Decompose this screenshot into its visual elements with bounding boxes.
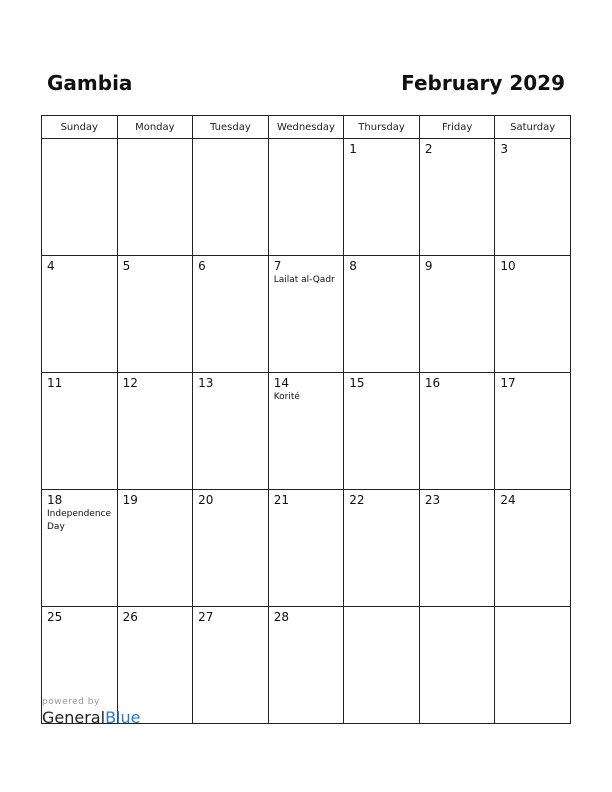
day-number: 27 bbox=[198, 610, 214, 624]
day-cell bbox=[268, 373, 344, 490]
day-number: 26 bbox=[122, 610, 138, 624]
powered-by-label: powered by bbox=[42, 697, 100, 707]
day-number: 6 bbox=[198, 259, 206, 273]
day-cell bbox=[117, 256, 193, 373]
week-row-2 bbox=[42, 256, 571, 373]
day-cell bbox=[268, 490, 344, 607]
day-number: 13 bbox=[198, 376, 214, 390]
day-number: 10 bbox=[500, 259, 516, 273]
day-number: 23 bbox=[424, 493, 441, 507]
day-number: 11 bbox=[47, 376, 63, 390]
day-cell bbox=[344, 139, 420, 256]
day-cell bbox=[344, 490, 420, 607]
holiday-korite: Korité bbox=[273, 392, 300, 402]
day-cell bbox=[193, 373, 269, 490]
weekday-tuesday: Tuesday bbox=[193, 116, 269, 139]
day-number: 5 bbox=[122, 259, 131, 273]
month-title: February 2029 bbox=[401, 71, 565, 95]
day-number: 19 bbox=[122, 493, 138, 507]
day-number: 3 bbox=[500, 142, 509, 156]
country-title: Gambia bbox=[47, 71, 133, 95]
day-cell bbox=[419, 139, 495, 256]
weekday-sunday: Sunday bbox=[42, 116, 118, 139]
day-cell bbox=[42, 373, 118, 490]
weekday-friday: Friday bbox=[419, 116, 495, 139]
day-number: 24 bbox=[500, 493, 516, 507]
logo-general: General bbox=[42, 708, 106, 727]
day-cell bbox=[344, 373, 420, 490]
day-number: 28 bbox=[273, 610, 289, 624]
day-cell bbox=[117, 139, 193, 256]
day-cell bbox=[495, 373, 571, 490]
day-number: 4 bbox=[47, 259, 55, 273]
day-cell bbox=[268, 607, 344, 724]
day-cell bbox=[193, 139, 269, 256]
week-row-4 bbox=[42, 490, 571, 607]
day-cell bbox=[419, 373, 495, 490]
day-number: 16 bbox=[424, 376, 441, 390]
day-number: 7 bbox=[273, 259, 282, 273]
day-cell bbox=[344, 607, 420, 724]
day-number: 9 bbox=[424, 259, 433, 273]
day-cell bbox=[419, 607, 495, 724]
day-number: 21 bbox=[273, 493, 289, 507]
day-cell bbox=[193, 256, 269, 373]
day-cell bbox=[495, 139, 571, 256]
day-cell bbox=[42, 256, 118, 373]
week-row-1 bbox=[42, 139, 571, 256]
weekday-thursday: Thursday bbox=[344, 116, 420, 139]
day-number: 12 bbox=[122, 376, 138, 390]
weekday-wednesday: Wednesday bbox=[268, 116, 344, 139]
day-number: 18 bbox=[47, 493, 63, 507]
generalblue-logo bbox=[42, 708, 140, 728]
generalblue-branding bbox=[42, 697, 140, 728]
holiday-lailat-al-qadr: Lailat al-Qadr bbox=[273, 275, 335, 285]
logo-blue: Blue bbox=[105, 708, 141, 727]
day-cell bbox=[419, 256, 495, 373]
weekday-header-row bbox=[42, 116, 571, 139]
day-cell bbox=[42, 139, 118, 256]
day-cell bbox=[344, 256, 420, 373]
day-cell bbox=[419, 490, 495, 607]
day-cell bbox=[117, 490, 193, 607]
week-row-3 bbox=[42, 373, 571, 490]
day-cell bbox=[193, 607, 269, 724]
day-cell bbox=[42, 490, 118, 607]
day-number: 8 bbox=[349, 259, 357, 273]
day-cell bbox=[495, 607, 571, 724]
day-number: 1 bbox=[349, 142, 357, 156]
holiday-independence-day: Independence Day bbox=[47, 509, 112, 532]
day-number: 17 bbox=[500, 376, 516, 390]
day-number: 22 bbox=[349, 493, 365, 507]
weekday-saturday: Saturday bbox=[495, 116, 571, 139]
day-number: 25 bbox=[47, 610, 63, 624]
day-number: 14 bbox=[273, 376, 289, 390]
day-cell bbox=[117, 373, 193, 490]
day-number: 15 bbox=[349, 376, 365, 390]
day-number: 2 bbox=[424, 142, 433, 156]
day-cell bbox=[495, 256, 571, 373]
day-cell bbox=[495, 490, 571, 607]
day-cell bbox=[268, 256, 344, 373]
weekday-monday: Monday bbox=[117, 116, 193, 139]
day-cell bbox=[193, 490, 269, 607]
calendar-grid bbox=[41, 115, 571, 724]
day-number: 20 bbox=[198, 493, 214, 507]
day-cell bbox=[268, 139, 344, 256]
